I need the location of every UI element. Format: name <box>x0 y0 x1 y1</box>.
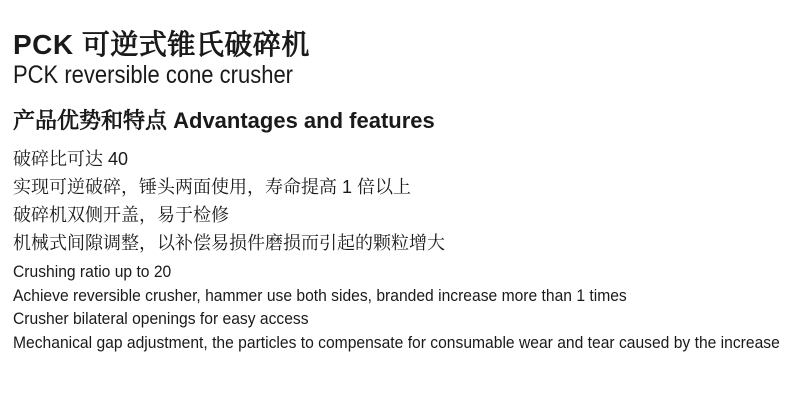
feature-list-english <box>13 260 780 354</box>
feature-line-english: Crushing ratio up to 20 <box>13 262 172 281</box>
page-title-chinese: PCK 可逆式锥氏破碎机 <box>13 29 310 60</box>
feature-line-chinese: 破碎机双侧开盖，易于检修 <box>13 205 229 225</box>
feature-line-english: Achieve reversible crusher, hammer use both sides, branded increase more than 1 times <box>13 285 627 305</box>
feature-line-chinese: 破碎比可达 40 <box>13 149 129 169</box>
section-heading-advantages: 产品优势和特点 Advantages and features <box>13 108 435 133</box>
feature-line-english: Mechanical gap adjustment, the particles to compensate for consumable wear and tear caused by the increase <box>13 332 780 352</box>
page-title-english: PCK reversible cone crusher <box>13 61 294 89</box>
feature-line-chinese: 实现可逆破碎，锤头两面使用，寿命提高 1 倍以上 <box>13 177 412 197</box>
feature-line-english: Crusher bilateral openings for easy access <box>13 309 309 328</box>
feature-line-chinese: 机械式间隙调整，以补偿易损件磨损而引起的颗粒增大 <box>13 233 445 253</box>
feature-list-chinese <box>13 145 445 257</box>
